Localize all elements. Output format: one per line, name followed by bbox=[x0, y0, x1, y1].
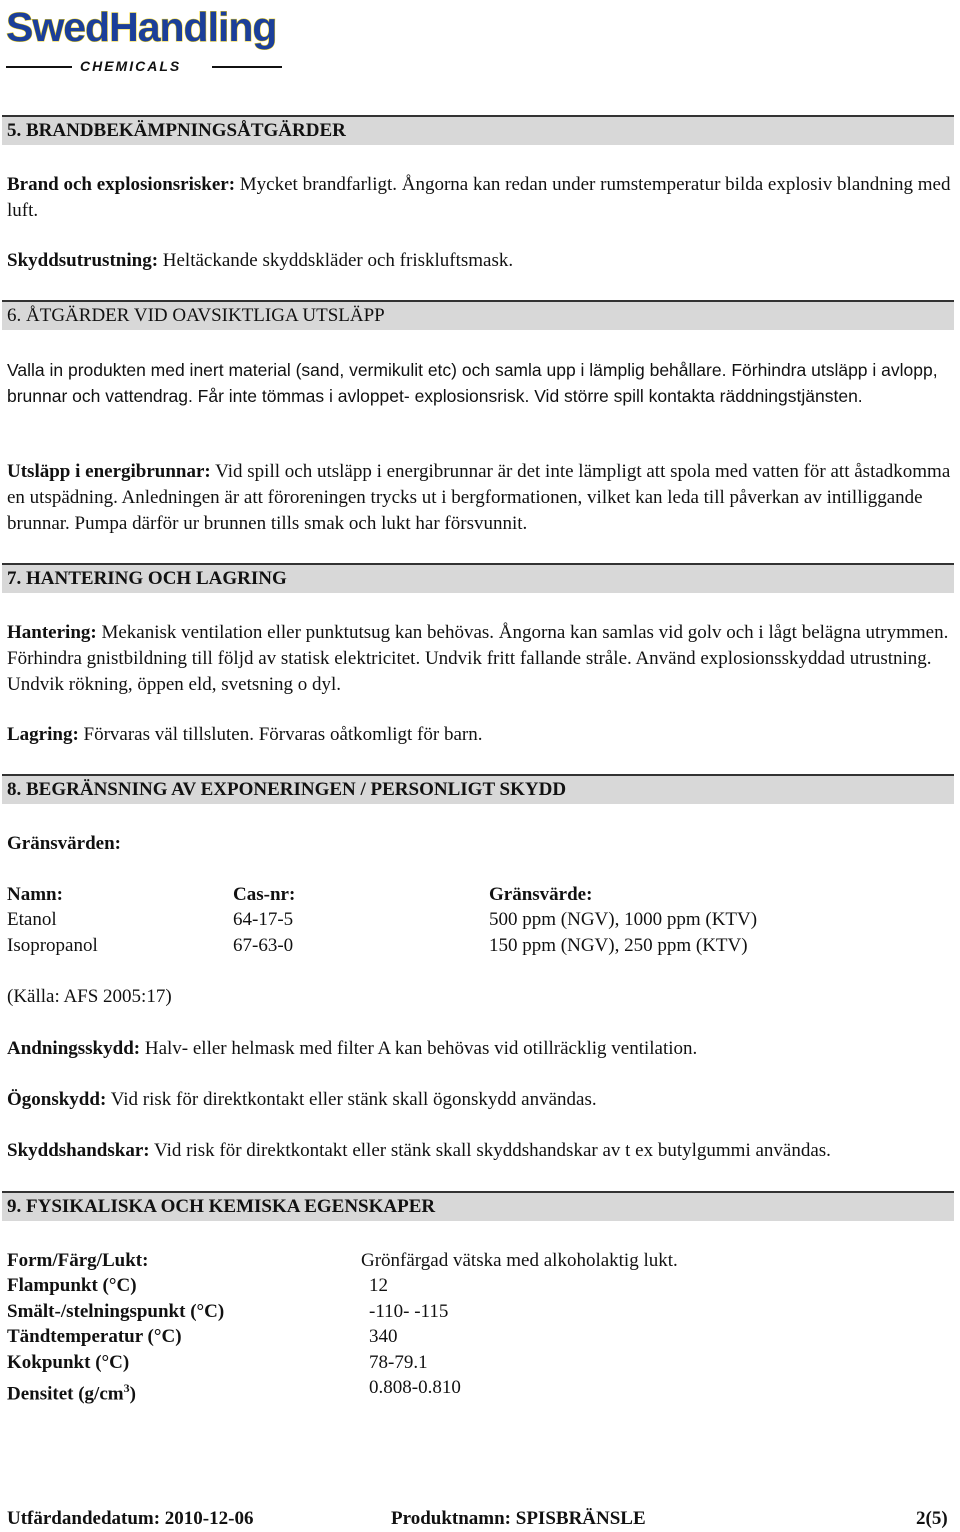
table-cell-limit: 500 ppm (NGV), 1000 ppm (KTV) bbox=[489, 909, 758, 930]
table-cell-name: Isopropanol bbox=[7, 935, 98, 956]
property-label: Form/Färg/Lukt: bbox=[7, 1250, 149, 1271]
protective-gear-paragraph bbox=[7, 248, 953, 274]
density-label-text: Densitet (g/cm bbox=[7, 1383, 124, 1405]
handling-paragraph bbox=[7, 620, 953, 698]
section-8-heading: 8. BEGRÄNSNING AV EXPONERINGEN / PERSONLIGT SKYDD bbox=[2, 774, 954, 804]
density-label-close: ) bbox=[129, 1383, 136, 1405]
storage-label: Lagring: bbox=[7, 724, 79, 745]
respiratory-label: Andningsskydd: bbox=[7, 1038, 141, 1059]
fire-risk-paragraph bbox=[7, 172, 953, 224]
property-value: 0.808-0.810 bbox=[369, 1377, 461, 1398]
logo-sub-text: CHEMICALS bbox=[80, 58, 182, 74]
property-value: Grönfärgad vätska med alkoholaktig lukt. bbox=[361, 1250, 678, 1271]
property-value: 78-79.1 bbox=[369, 1352, 428, 1373]
section-5-heading: 5. BRANDBEKÄMPNINGSÅTGÄRDER bbox=[2, 115, 954, 145]
table-header-name: Namn: bbox=[7, 884, 63, 905]
gloves-text: Vid risk för direktkontakt eller stänk skall skyddshandskar av t ex butylgummi användas. bbox=[154, 1140, 831, 1161]
limits-label: Gränsvärden: bbox=[7, 833, 121, 854]
eye-protection-label: Ögonskydd: bbox=[7, 1089, 107, 1110]
logo-tagline bbox=[6, 58, 282, 74]
respiratory-paragraph bbox=[7, 1036, 953, 1062]
logo-rule-left bbox=[6, 66, 72, 68]
table-cell-cas: 67-63-0 bbox=[233, 935, 294, 956]
property-label: Kokpunkt (°C) bbox=[7, 1352, 130, 1373]
energy-well-text: Vid spill och utsläpp i energibrunnar är det inte lämpligt att spola med vatten för att åstadkomma en utspädning. Anledningen är att föroreningen trycks ut i bergformationen, vilket kan leda till påverkan av intilliggande brunnar. Pumpa därför ur brunnen tills smak och lukt har försvunnit. bbox=[7, 461, 951, 534]
fire-risk-label: Brand och explosionsrisker: bbox=[7, 174, 236, 195]
footer-page-number: 2(5) bbox=[916, 1508, 948, 1529]
spill-prevention-text: Förhindra utsläpp i avlopp, brunnar och vattendrag. Får inte tömmas i avloppet- explosionsrisk. Vid större spill kontakta räddningstjänsten. bbox=[7, 360, 938, 406]
section-7-heading: 7. HANTERING OCH LAGRING bbox=[2, 563, 954, 593]
property-label bbox=[7, 1375, 136, 1407]
gloves-paragraph bbox=[7, 1138, 953, 1164]
property-label: Tändtemperatur (°C) bbox=[7, 1326, 182, 1347]
property-value: -110- -115 bbox=[369, 1301, 449, 1322]
logo-wordmark: SwedHandling bbox=[6, 4, 277, 50]
energy-well-label: Utsläpp i energibrunnar: bbox=[7, 461, 211, 482]
company-logo bbox=[6, 4, 282, 76]
storage-paragraph bbox=[7, 722, 953, 748]
handling-text: Mekanisk ventilation eller punktutsug kan behövas. Ångorna kan samlas vid golv och i lågt belägna utrymmen. Förhindra gnistbildning till följd av statisk elektricitet. Undvik fritt fallande stråle. Använd explosionsskyddad utrustning. Undvik rökning, öppen eld, svetsning o dyl. bbox=[7, 622, 949, 695]
energy-well-paragraph bbox=[7, 459, 953, 537]
storage-text: Förvaras väl tillsluten. Förvaras oåtkomligt för barn. bbox=[83, 724, 483, 745]
spill-containment-paragraph bbox=[7, 357, 953, 409]
table-header-cas: Cas-nr: bbox=[233, 884, 296, 905]
density-superscript: 3 bbox=[123, 1381, 130, 1395]
eye-protection-text: Vid risk för direktkontakt eller stänk skall ögonskydd användas. bbox=[110, 1089, 597, 1110]
gloves-label: Skyddshandskar: bbox=[7, 1140, 150, 1161]
limits-source: (Källa: AFS 2005:17) bbox=[7, 986, 172, 1007]
footer-product-name: Produktnamn: SPISBRÄNSLE bbox=[391, 1508, 646, 1529]
table-header-limit: Gränsvärde: bbox=[489, 884, 593, 905]
section-6-heading: 6. ÅTGÄRDER VID OAVSIKTLIGA UTSLÄPP bbox=[2, 300, 954, 330]
protective-gear-text: Heltäckande skyddskläder och friskluftsmask. bbox=[162, 250, 514, 271]
table-cell-name: Etanol bbox=[7, 909, 57, 930]
table-cell-limit: 150 ppm (NGV), 250 ppm (KTV) bbox=[489, 935, 748, 956]
property-label: Flampunkt (°C) bbox=[7, 1275, 137, 1296]
respiratory-text: Halv- eller helmask med filter A kan behövas vid otillräcklig ventilation. bbox=[144, 1038, 698, 1059]
eye-protection-paragraph bbox=[7, 1087, 953, 1113]
section-9-heading: 9. FYSIKALISKA OCH KEMISKA EGENSKAPER bbox=[2, 1191, 954, 1221]
spill-containment-text: Valla in produkten med inert material (sand, vermikulit etc) och samla upp i lämplig behållare. bbox=[7, 360, 727, 380]
table-cell-cas: 64-17-5 bbox=[233, 909, 294, 930]
handling-label: Hantering: bbox=[7, 622, 97, 643]
fire-risk-text: Mycket brandfarligt. Ångorna kan redan under rumstemperatur bilda explosiv blandning med luft. bbox=[7, 174, 951, 221]
footer-issue-date: Utfärdandedatum: 2010-12-06 bbox=[7, 1508, 254, 1529]
property-label: Smält-/stelningspunkt (°C) bbox=[7, 1301, 225, 1322]
property-value: 340 bbox=[369, 1326, 398, 1347]
property-value: 12 bbox=[369, 1275, 388, 1296]
protective-gear-label: Skyddsutrustning: bbox=[7, 250, 159, 271]
logo-rule-right bbox=[212, 66, 282, 68]
